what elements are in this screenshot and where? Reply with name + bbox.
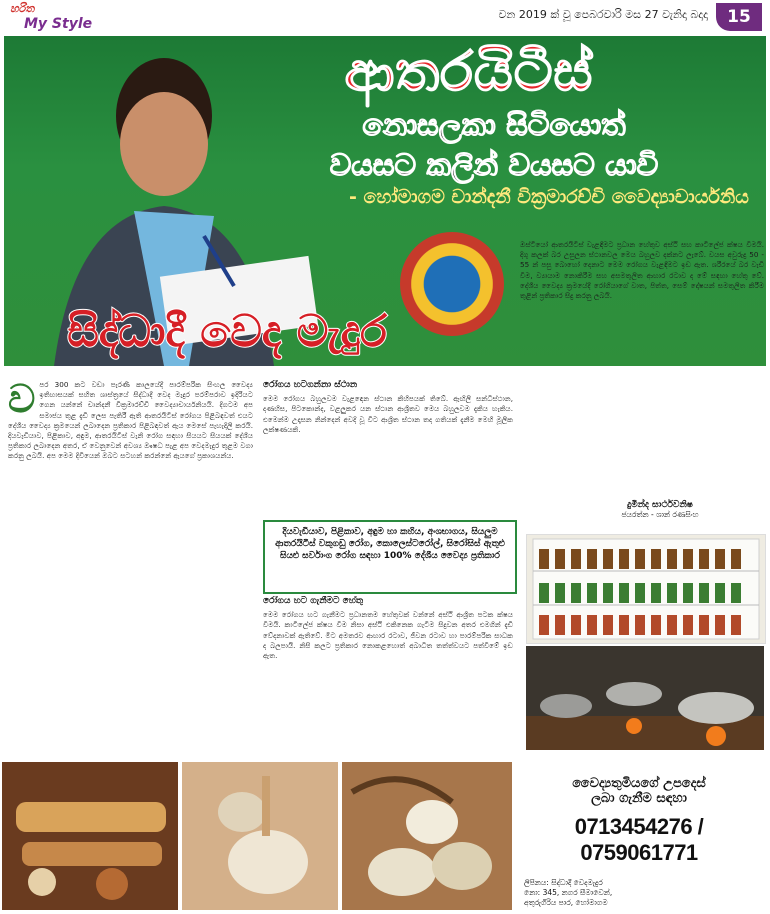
credit-name: දුමින්ද සාර්ථවනිෂ	[627, 500, 693, 510]
advert-phone[interactable]: 0713454276 / 0759061771	[574, 814, 704, 865]
headline-title: ආතරයිටීස්	[344, 40, 594, 103]
address-line-2: නො: 345, නගර සීමාවෙන්,	[524, 888, 613, 897]
wordmark-text: සිද්ධාදී වෙද මැදුර	[67, 306, 387, 357]
headline-byline: - හෝමාගම චාන්දනී වික්‍රමාරච්චි වෛද්‍යාචාර්යනිය	[349, 186, 749, 208]
brand-bottom: My Style	[24, 16, 93, 32]
section-heading-locations: රෝගය හටගන්නා ස්ථාන	[263, 380, 358, 390]
headline-subtitle-1: නොසලකා සිටියොත්	[362, 108, 626, 143]
herbal-products-photo	[2, 762, 178, 910]
article-column-2	[263, 380, 513, 515]
headline-subtitle-2: වයසට කලින් වයසට යාවි	[329, 148, 659, 183]
herbal-bundles-photo	[342, 762, 512, 910]
brand-top: හරිත	[10, 2, 35, 15]
cooking-pots-photo	[526, 646, 764, 750]
article-column-2b	[263, 596, 513, 752]
article-text-1: පර 300 කට වඩා පැරණි කාලයේදී පාරම්පරික සිංහල වෛද්‍ය ඉතිහාසයක් සහිත ශාස්ත්‍රයේ සිද්ධාදී වෙද මැදුර පරම්පරාව ඉදිරියට ගෙන යන්නේ චාන්දනී වික්‍රමාරච්චි වෛද්‍යාචාර්යනියයි. දිගටම අප සමාජය තුළ දැඩි ලෙස පැතිරී ඇති ආතරයිටීස් රෝගය පිළිබඳවත් එයට දේශීය වෛද්‍ය ක්‍රමයෙන් ලබාදෙන ප්‍රතිකාර පිළිබඳවත් ඇය මෙසේ පැහැදිලි කරයි. දියවැඩියාව, පිළිකාව, අඳුම, ආතරයිටීස් වැනි රෝග සඳහා සියයට සියයක් දේශීය ප්‍රතිකාර ලබාදෙන අතර, ඒ වෙනුවෙන් අවශ්‍ය ඖෂධ පැළ අප වෙදමැදුර තුළම වගා කරනු ලබයි. අප මෙම දිවියෙන් ඔබට සටහන් කරන්නේ ඇයගේ ප්‍රකාශයන්ය.	[8, 380, 253, 461]
page-number: 15	[716, 3, 762, 31]
article-column-3	[520, 240, 764, 512]
advert-line-1: වෛද්‍යතුමියගේ උපදෙස්	[572, 776, 706, 791]
wordmark-logo	[42, 292, 412, 364]
institution-seal-icon	[400, 232, 504, 336]
article-text-2b: මෙම රෝගය හට ගැනීමට ප්‍රධානතම හේතුවක් වන්නේ අස්ථි ආශ්‍රිත පටක ක්ෂය වීමයි. කාටිලේජ ක්ෂය වීම නිසා අස්ථි එකිනෙක ගැටීම සිදුවන අතර එමගින් දැඩි වේදනාවක් ඇතිවේ. මීට අමතරව ආහාර රටාව, ජීවන රටාව හා පාරම්පරික සාධක ද බලපායි. නිසි කලට ප්‍රතිකාර නොකළහොත් අබාධිත තත්ත්වයට පත්වීමේ ඉඩ ඇත.	[263, 610, 513, 661]
photo-credit	[600, 500, 720, 530]
address-line-1: ලිපිනය: සිද්ධාදී වෙදමැදුර	[524, 878, 603, 887]
callout-box	[263, 520, 517, 594]
advert-line-2: ලබා ගැනීම සඳහා	[591, 791, 687, 806]
article-text-3: ඔස්ටියෝ ආතරයිටීස් වැළඳීමට ප්‍රධාන හේතුව අස්ථි සහ කාටිලේජ ක්ෂය වීමයි. දිගු කලක් බර උසුලන ස්ථානවල මෙය බහුලව දක්නට ලැබේ. වයස අවුරුදු 50 - 55 න් පසු බොහෝ දෙනාට මෙම රෝගය වැළඳීමට ඉඩ ඇත. ශරීරයේ බර වැඩි වීම, ව්‍යායාම නොකිරීම සහ අසමතුලිත ආහාර රටාව ද මේ සඳහා හේතු වේ. දේශීය වෛද්‍ය ක්‍රමයේදී රෝගියාගේ වාත, පිත්ත, සෙම් දෝෂයන් සමතුලිත කිරීම තුළින් ප්‍රතිකාර සිදු කරනු ලබයි.	[520, 240, 764, 301]
herbal-compress-photo	[182, 762, 338, 910]
contact-advert	[514, 770, 764, 910]
callout-text: දියවැඩියාව, පිළිකාව, අඳුම හා කහිය, අංශභාගය, සියලුම ආතරයිටීස් වකුගඩු රෝග, කොලෙස්ටරෝල්, සිරෝසිස් ඇතුළු සියළු සර්වාංග රෝග සඳහා 100% දේශීය වෛද්‍ය ප්‍රතිකාර	[275, 527, 505, 561]
article-column-1	[8, 380, 253, 752]
advert-address	[514, 878, 764, 908]
article-text-2: මෙම රෝගය බහුලවම වැළඳෙන ස්ථාන කිහිපයක් තිබේ. ඇඟිලි සන්ධිස්ථාන, දණහිස, පිටකොන්ද, වළලුකර යන ස්ථාන ආශ්‍රිතව මෙය බහුලවම දැකිය හැකිය. එමෙන්ම උදෑසන නින්දෙන් අවදි වූ විට ආශ්‍රිත ස්ථාන තද ගතියක් දැනීම මෙහි මූලික ලක්ෂණයකි.	[263, 394, 513, 434]
brand-logo	[6, 2, 101, 32]
medicine-shelf-photo	[526, 534, 766, 644]
masthead	[0, 0, 770, 34]
address-line-3: අතුරුගිරිය පාර, හෝමාගම	[524, 898, 608, 907]
section-heading-causes: රෝගය හට ගැනීමට හේතු	[263, 596, 364, 606]
credit-role: ජයරත්න - ශාන් රණසිංහ	[621, 510, 699, 519]
dropcap: ව	[8, 380, 36, 421]
dateline: වන 2019 ක් වූ පෙබරවාරි මස 27 වැනිදා බදාදා	[498, 8, 708, 21]
